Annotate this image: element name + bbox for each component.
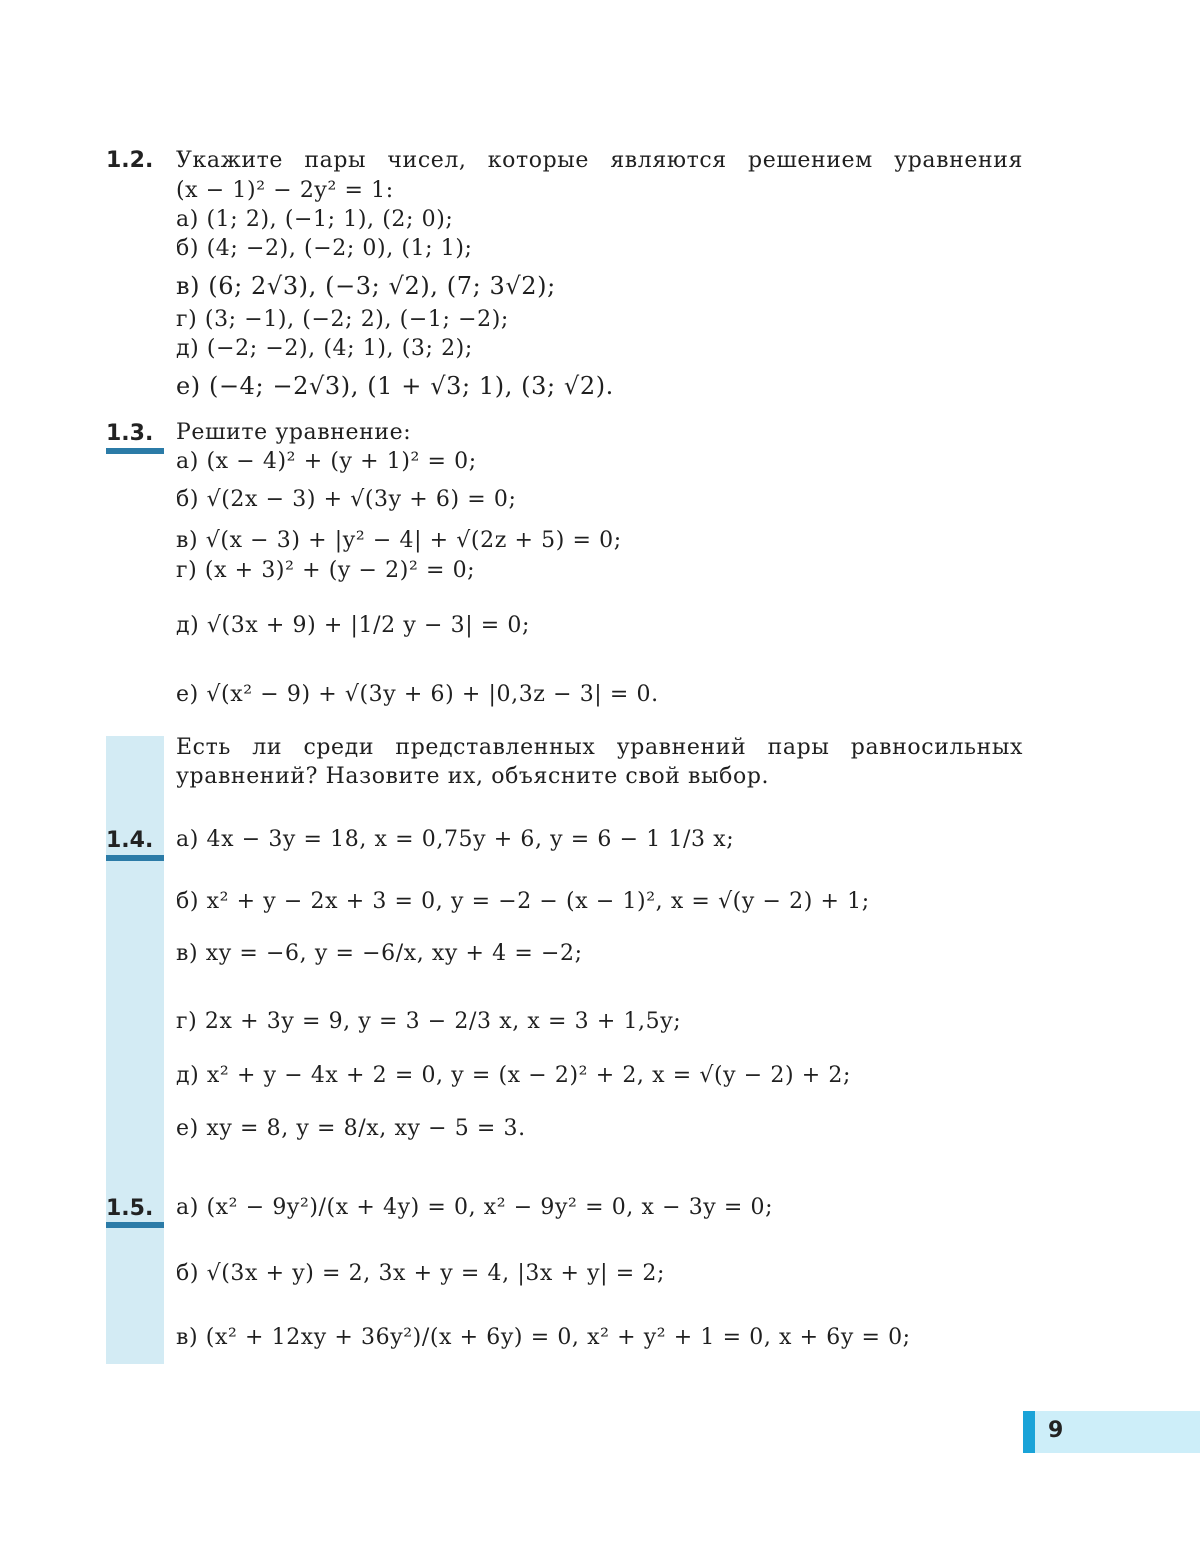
problem-number-1-4: 1.4.	[106, 828, 154, 853]
problem-number-1-3: 1.3.	[106, 421, 154, 446]
problem-1-5-underline	[106, 1222, 164, 1228]
problem-1-3-item-v: в) √(x − 3) + |y² − 4| + √(2z + 5) = 0;	[176, 528, 622, 553]
problem-1-4-item-e: е) xy = 8, y = 8/x, xy − 5 = 3.	[176, 1116, 526, 1141]
problem-1-3-item-e: е) √(x² − 9) + √(3y + 6) + |0,3z − 3| = 0.	[176, 682, 659, 707]
page-number: 9	[1048, 1418, 1064, 1443]
problem-1-4-item-v: в) xy = −6, y = −6/x, xy + 4 = −2;	[176, 941, 583, 966]
problem-1-5-item-v: в) (x² + 12xy + 36y²)/(x + 6y) = 0, x² + y² + 1 = 0, x + 6y = 0;	[176, 1325, 911, 1350]
problem-1-3-item-d: д) √(3x + 9) + |1/2 y − 3| = 0;	[176, 613, 531, 638]
problem-1-4-item-a: а) 4x − 3y = 18, x = 0,75y + 6, y = 6 − 1 1/3 x;	[176, 827, 735, 852]
problem-1-2-item-e: е) (−4; −2√3), (1 + √3; 1), (3; √2).	[176, 372, 614, 400]
problem-1-5-item-a: а) (x² − 9y²)/(x + 4y) = 0, x² − 9y² = 0, x − 3y = 0;	[176, 1195, 774, 1220]
problem-1-3-underline	[106, 448, 164, 454]
problem-1-4-item-b: б) x² + y − 2x + 3 = 0, y = −2 − (x − 1)², x = √(y − 2) + 1;	[176, 889, 870, 914]
problem-1-3-item-g: г) (x + 3)² + (y − 2)² = 0;	[176, 558, 476, 583]
problem-1-2-intro: Укажите пары чисел, которые являются решением уравнения	[176, 148, 1023, 173]
problem-1-2-item-g: г) (3; −1), (−2; 2), (−1; −2);	[176, 307, 509, 332]
problem-1-2-item-a: а) (1; 2), (−1; 1), (2; 0);	[176, 207, 454, 232]
problem-1-2-item-d: д) (−2; −2), (4; 1), (3; 2);	[176, 336, 473, 361]
problem-1-4-item-d: д) x² + y − 4x + 2 = 0, y = (x − 2)² + 2, x = √(y − 2) + 2;	[176, 1063, 851, 1088]
problem-1-3-item-a: а) (x − 4)² + (y + 1)² = 0;	[176, 449, 477, 474]
problem-1-4-underline	[106, 855, 164, 861]
problem-1-2-item-v: в) (6; 2√3), (−3; √2), (7; 3√2);	[176, 272, 556, 300]
problem-1-5-item-b: б) √(3x + y) = 2, 3x + y = 4, |3x + y| = 2;	[176, 1261, 666, 1286]
problem-number-1-5: 1.5.	[106, 1196, 154, 1221]
problem-1-4-intro-line1: Есть ли среди представленных уравнений пары равносильных	[176, 735, 1023, 760]
page-number-tab-mark	[1023, 1411, 1035, 1453]
problem-1-4-item-g: г) 2x + 3y = 9, y = 3 − 2/3 x, x = 3 + 1,5y;	[176, 1009, 682, 1034]
problem-number-1-2: 1.2.	[106, 148, 154, 173]
problem-1-3-item-b: б) √(2x − 3) + √(3y + 6) = 0;	[176, 487, 517, 512]
problem-1-2-equation: (x − 1)² − 2y² = 1:	[176, 178, 394, 203]
problem-1-4-intro-line2: уравнений? Назовите их, объясните свой выбор.	[176, 764, 770, 789]
problem-1-2-item-b: б) (4; −2), (−2; 0), (1; 1);	[176, 236, 473, 261]
problem-1-3-intro: Решите уравнение:	[176, 420, 412, 445]
